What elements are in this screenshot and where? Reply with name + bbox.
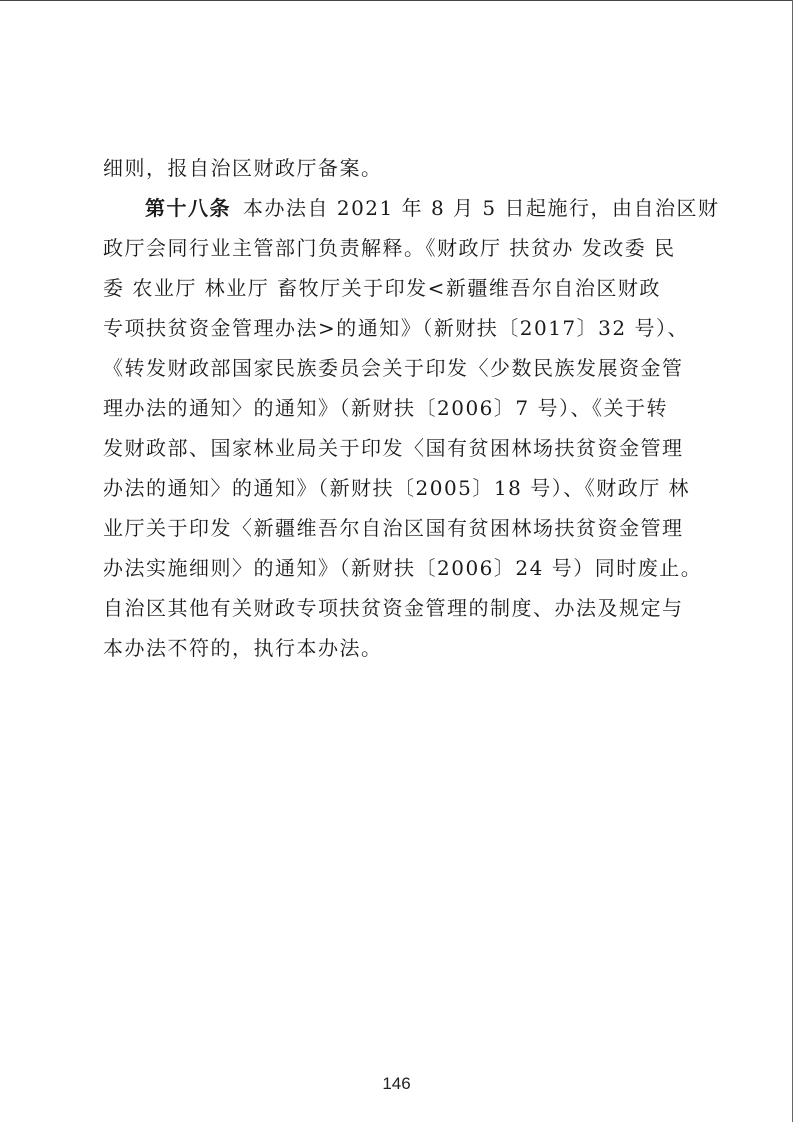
text-line-1: 细则，报自治区财政厅备案。 <box>103 156 383 180</box>
text-line-9: 办法的通知〉的通知》（新财扶〔2005〕18 号）、《财政厅 林 <box>103 476 691 500</box>
text-line-3: 政厅会同行业主管部门负责解释。《财政厅 扶贫办 发改委 民 <box>103 236 676 260</box>
page-number: 146 <box>382 1074 411 1093</box>
article-18-first-line <box>103 188 720 228</box>
text-line-7: 理办法的通知〉的通知》（新财扶〔2006〕7 号）、《关于转 <box>103 396 668 420</box>
text-line-12: 自治区其他有关财政专项扶贫资金管理的制度、办法及规定与 <box>103 596 684 620</box>
article-label: 第十八条 <box>145 196 231 220</box>
text-line-11: 办法实施细则〉的通知》（新财扶〔2006〕24 号）同时废止。 <box>103 556 703 580</box>
text-line-8: 发财政部、国家林业局关于印发〈国有贫困林场扶贫资金管理 <box>103 436 684 460</box>
text-line-6: 《转发财政部国家民族委员会关于印发〈少数民族发展资金管 <box>103 356 684 380</box>
text-line-13: 本办法不符的，执行本办法。 <box>103 636 383 660</box>
text-line-5: 专项扶贫资金管理办法>的通知》（新财扶〔2017〕32 号）、 <box>103 316 689 340</box>
text-line-10: 业厅关于印发〈新疆维吾尔自治区国有贫困林场扶贫资金管理 <box>103 516 684 540</box>
text-line-2: 本办法自 2021 年 8 月 5 日起施行，由自治区财 <box>243 196 720 220</box>
text-line-4: 委 农业厅 林业厅 畜牧厅关于印发<新疆维吾尔自治区财政 <box>103 276 661 300</box>
document-body <box>103 148 720 668</box>
page-top-edge <box>0 0 793 1</box>
